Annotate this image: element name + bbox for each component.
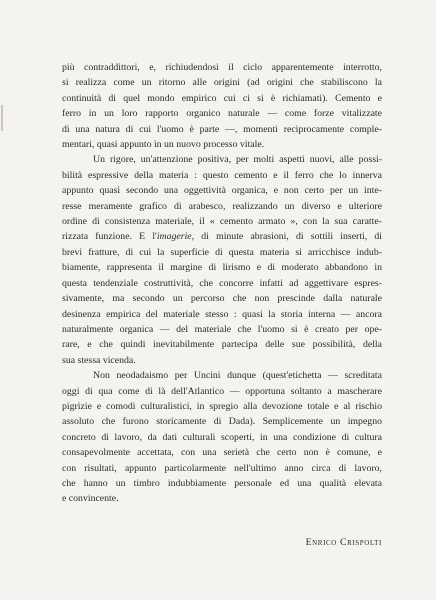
text-line: pigrizie e comodi culturalistici, in spregio alla devozione totale e al rischio: [62, 400, 382, 412]
text-line: e convincente.: [62, 493, 119, 505]
text-line: naturalmente organica — del materiale che l'uomo si è creato per ope-: [62, 323, 382, 335]
page-edge-mark: [1, 105, 3, 131]
text-line: oggi di qua come di là dell'Atlantico — opportuna soltanto a mascherare: [62, 385, 382, 397]
text-line: questa tendenziale costruttività, che concorre infatti ad aggettivare espres-: [62, 277, 382, 289]
paragraph-3: [62, 368, 382, 507]
text-line: continuità di quel mondo empirico cui ci si è richiamati). Cemento e: [62, 92, 382, 104]
text-line: ferro in un loro rapporto organico naturale — come forze vitalizzate: [62, 108, 382, 120]
paragraph-2: [62, 152, 382, 368]
text-line: sivamente, ma secondo un percorso che non prescinde dalla naturale: [62, 293, 382, 305]
text-line: di una natura di cui l'uomo è parte —, momenti reciprocamente comple-: [62, 123, 382, 135]
text-line: ordine di consistenza materiale, il « cemento armato », con la sua caratte-: [62, 216, 382, 228]
author-signature: Enrico Crispolti: [305, 537, 382, 548]
text-line: bilità espressive della materia : questo cemento e il ferro che lo innerva: [62, 169, 382, 181]
text-line: assoluto che furono storicamente di Dada). Semplicemente un impegno: [62, 416, 382, 428]
italic-term: imagerie: [156, 231, 192, 243]
text-line: più contraddittori, e, richiudendosi il ciclo apparentemente interrotto,: [62, 62, 382, 73]
text-line: brevi fratture, di cui la superficie di questa materia si arricchisce indub-: [62, 246, 382, 258]
text-line: biamente, rappresenta il margine di lirismo e di moderato abbandono in: [62, 262, 382, 274]
text-line: Un rigore, un'attenzione positiva, per molti aspetti nuovi, alle possi-: [93, 154, 382, 166]
paragraph-1: [62, 60, 382, 152]
text-line: rare, e che quindi inevitabilmente partecipa delle sue possibilità, della: [62, 339, 382, 351]
text-line: concreto di lavoro, da dati culturali scoperti, in una condizione di cultura: [62, 431, 382, 443]
text-line: che hanno un timbro indubbiamente personale ed una qualità elevata: [62, 477, 382, 489]
body-text: [62, 60, 382, 507]
text-line: sua stessa vicenda.: [62, 354, 136, 366]
text-line: resse meramente grafico di arabesco, realizzando un diverso e ulteriore: [62, 200, 382, 212]
text-line: con risultati, appunto particolarmente nell'ultimo anno circa di lavoro,: [62, 462, 382, 474]
text-line: mentari, quasi appunto in un nuovo processo vitale.: [62, 139, 265, 151]
text-line: rizzata funzione. E l'imagerie, di minute abrasioni, di sottili inserti, di: [62, 231, 383, 243]
text-line: desinenza empirica del materiale stesso : quasi la storia interna — ancora: [62, 308, 382, 320]
text-line: si realizza come un ritorno alle origini (ad origini che stabiliscono la: [62, 77, 382, 89]
text-line: Non neodadaismo per Uncini dunque (quest'etichetta — screditata: [93, 370, 382, 382]
text-line: appunto quasi secondo una oggettività organica, e non certo per un inte-: [62, 185, 382, 197]
text-line: consapevolmente accettata, con una serietà che certo non è comune, e: [62, 447, 382, 459]
